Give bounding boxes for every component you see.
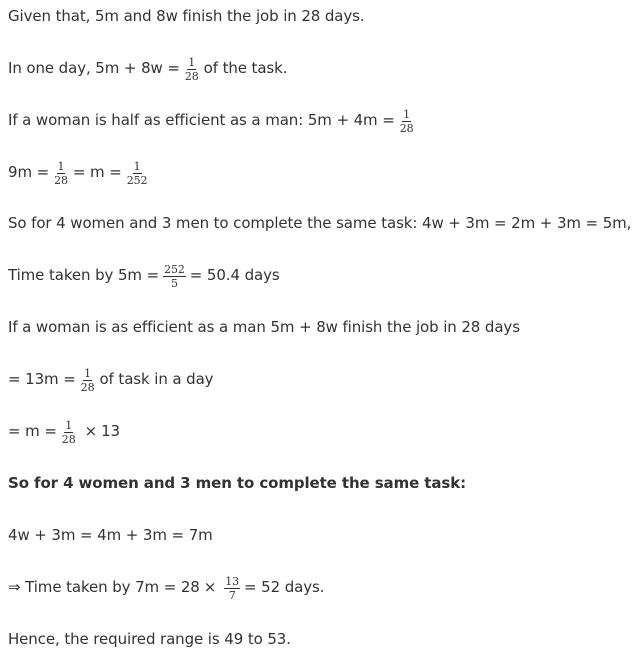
time-7m-equation [8,567,324,607]
four-women-three-men-statement [8,203,631,243]
conclusion-text: Hence, the required range is 49 to 53. [8,630,291,648]
m-equation [8,411,120,451]
times-symbol: × [84,422,98,440]
fraction-1-28 [53,161,69,186]
equal-efficiency-statement [8,307,520,347]
seven-m-text: 4w + 3m = 4m + 3m = 7m [8,526,213,544]
time-5m-prefix: Time taken by 5m = [8,266,160,284]
conclusion-statement [8,619,291,659]
fraction-1-28 [399,109,415,134]
time-7m-suffix: = 52 days. [244,578,325,596]
fraction-1-28 [184,57,200,82]
fraction-denominator: 5 [170,276,178,290]
given-statement [8,0,365,36]
fraction-252-5 [163,264,186,289]
half-efficient-equation [8,100,419,140]
fraction-numerator: 1 [188,55,196,69]
thirteen-m-suffix: of task in a day [99,370,214,388]
fraction-1-252 [126,161,149,186]
fraction-denominator: 28 [80,380,95,394]
nine-m-prefix: 9m = [8,163,50,181]
fraction-denominator: 28 [184,69,199,83]
four-women-three-men-text: So for 4 women and 3 men to complete the same task: 4w + 3m = 2m + 3m = 5m, [8,214,632,232]
m-suffix: 13 [101,422,120,440]
fraction-denominator: 7 [228,588,236,602]
one-day-equation [8,48,287,88]
fraction-numerator: 252 [164,262,185,276]
time-5m-suffix: = 50.4 days [189,266,280,284]
one-day-prefix: In one day, 5m + 8w = [8,59,180,77]
seven-m-equation [8,515,213,555]
fraction-numerator: 1 [133,159,141,173]
fraction-numerator: 1 [65,418,73,432]
fraction-denominator: 28 [399,121,414,135]
fraction-denominator: 28 [54,173,68,187]
fraction-numerator: 1 [84,366,92,380]
fraction-numerator: 13 [225,574,240,588]
equal-efficiency-text: If a woman is as efficient as a man 5m + 8w finish the job in 28 days [8,318,520,336]
fraction-numerator: 1 [57,159,65,173]
thirteen-m-prefix: = 13m = [8,370,76,388]
one-day-suffix: of the task. [203,59,288,77]
fraction-denominator: 252 [126,173,148,187]
same-task-heading [8,463,466,503]
nine-m-middle: = m = [72,163,122,181]
fraction-13-7 [224,576,240,601]
times-symbol: × [203,578,217,596]
thirteen-m-equation [8,359,213,399]
same-task-heading-text: So for 4 women and 3 men to complete the same task: [8,474,466,492]
m-prefix: = m = [8,422,57,440]
given-text: Given that, 5m and 8w finish the job in 28 days. [8,7,365,25]
half-efficient-prefix: If a woman is half as efficient as a man: 5m + 4m = [8,111,395,129]
nine-m-equation [8,152,152,192]
fraction-1-28 [80,368,96,393]
time-5m-equation [8,255,280,295]
fraction-numerator: 1 [403,107,411,121]
fraction-denominator: 28 [61,432,76,446]
time-7m-prefix: ⇒ Time taken by 7m = 28 [8,578,200,596]
fraction-1-28 [61,420,77,445]
